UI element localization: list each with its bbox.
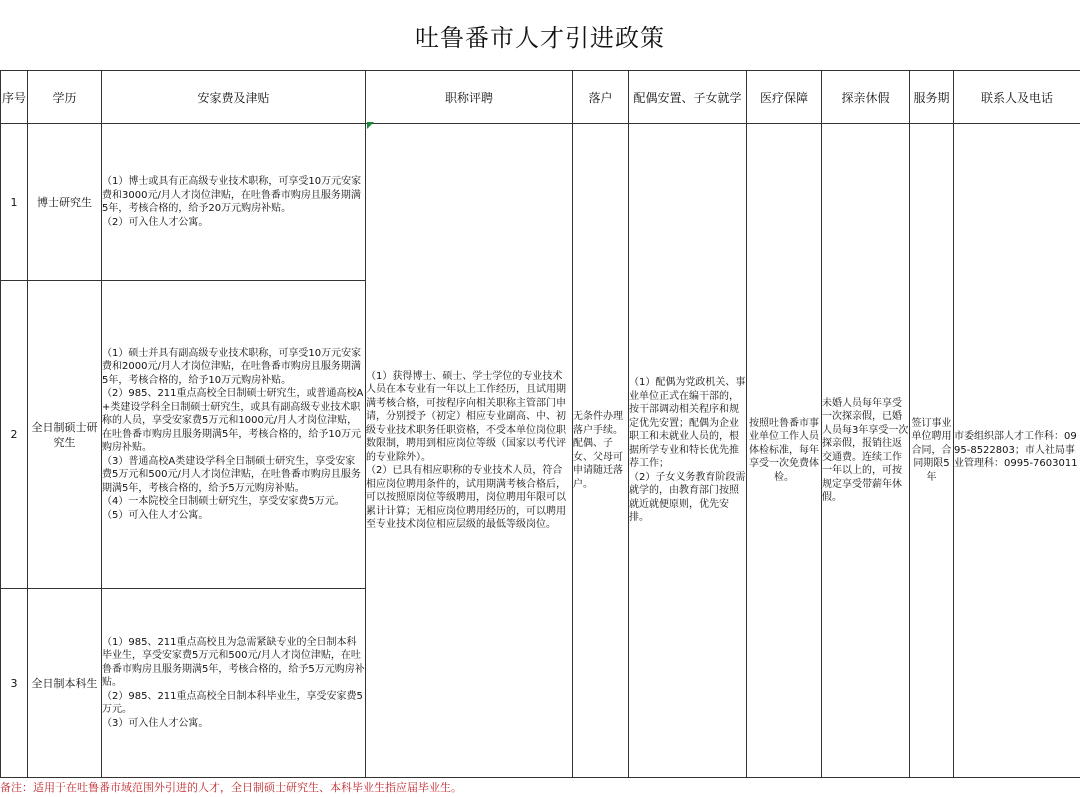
header-title-eval: 职称评聘 [366, 71, 573, 124]
header-no: 序号 [1, 71, 28, 124]
header-hukou: 落户 [573, 71, 629, 124]
footnote: 备注：适用于在吐鲁番市域范围外引进的人才，全日制硕士研究生、本科毕业生指应届毕业生。 [0, 781, 462, 794]
settlement-cell: （1）博士或具有正高级专业技术职称，可享受10万元安家费和3000元/月人才岗位津贴，在吐鲁番市购房且服务期满5年，考核合格的，给予20万元购房补贴。 （2）可入住人才公寓。 [102, 124, 366, 281]
table-row [1, 124, 1080, 281]
row-number: 2 [1, 281, 28, 589]
degree-cell: 博士研究生 [28, 124, 102, 281]
header-medical: 医疗保障 [747, 71, 822, 124]
settlement-cell: （1）985、211重点高校且为急需紧缺专业的全日制本科毕业生，享受安家费5万元和500元/月人才岗位津贴，在吐鲁番市购房且服务期满5年，考核合格的，给予5万元购房补贴。 （2）985、211重点高校全日制本科毕业生，享受安家费5万元。 （3）可入住人才公寓。 [102, 589, 366, 778]
leave-cell: 未婚人员每年享受一次探亲假，已婚人员每3年享受一次探亲假，报销往返交通费。连续工作一年以上的，可按规定享受带薪年休假。 [822, 124, 910, 778]
header-spouse: 配偶安置、子女就学 [629, 71, 747, 124]
row-number: 3 [1, 589, 28, 778]
header-degree: 学历 [28, 71, 102, 124]
spouse-cell: （1）配偶为党政机关、事业单位正式在编干部的，按干部调动相关程序和规定优先安置；配偶为企业职工和未就业人员的，根据所学专业和特长优先推荐工作； （2）子女义务教育阶段需就学的，由教育部门按照就近就便原则，优先安排。 [629, 124, 747, 778]
header-settlement: 安家费及津贴 [102, 71, 366, 124]
settlement-cell: （1）硕士并具有副高级专业技术职称，可享受10万元安家费和2000元/月人才岗位津贴，在吐鲁番市购房且服务期满5年，考核合格的，给予10万元购房补贴。 （2）985、211重点高校全日制硕士研究生，或普通高校A+类建设学科全日制硕士研究生，或具有副高级专业技术职称的人员，享受安家费5万元和1000元/月人才岗位津贴，在吐鲁番市购房且服务期满5年，考核合格的，给予10万元购房补贴。 （3）普通高校A类建设学科全日制硕士研究生，享受安家费5万元和500元/月人才岗位津贴，在吐鲁番市购房且服务期满5年，考核合格的，给予5万元购房补贴。 （4）一本院校全日制硕士研究生，享受安家费5万元。 （5）可入住人才公寓。 [102, 281, 366, 589]
hukou-cell: 无条件办理落户手续。配偶、子女、父母可申请随迁落户。 [573, 124, 629, 778]
header-row [1, 71, 1080, 124]
title-eval-cell: （1）获得博士、硕士、学士学位的专业技术人员在本专业有一年以上工作经历，且试用期满考核合格，可按程序向相关职称主管部门申请，分别授予（初定）相应专业副高、中、初级专业技术职务任职资格，不受本单位岗位职数限制，聘用到相应岗位等级（国家以考代评的专业除外）。 （2）已具有相应职称的专业技术人员，符合相应岗位聘用条件的，试用期满考核合格后，可以按照原岗位等级聘用，岗位聘用年限可以累计计算；无相应岗位聘用经历的，可以聘用至专业技术岗位相应层级的最低等级岗位。 [366, 124, 573, 778]
page-title: 吐鲁番市人才引进政策 [0, 0, 1080, 71]
header-contact: 联系人及电话 [954, 71, 1080, 124]
header-service: 服务期 [910, 71, 954, 124]
medical-cell: 按照吐鲁番市事业单位工作人员体检标准，每年享受一次免费体检。 [747, 124, 822, 778]
degree-cell: 全日制硕士研究生 [28, 281, 102, 589]
service-cell: 签订事业单位聘用合同，合同期限5年 [910, 124, 954, 778]
row-number: 1 [1, 124, 28, 281]
contact-cell: 市委组织部人才工作科：0995-8522803；市人社局事业管理科：0995-7603011 [954, 124, 1080, 778]
policy-table [0, 70, 1080, 778]
degree-cell: 全日制本科生 [28, 589, 102, 778]
header-leave: 探亲休假 [822, 71, 910, 124]
cell-comment-marker [367, 122, 374, 129]
